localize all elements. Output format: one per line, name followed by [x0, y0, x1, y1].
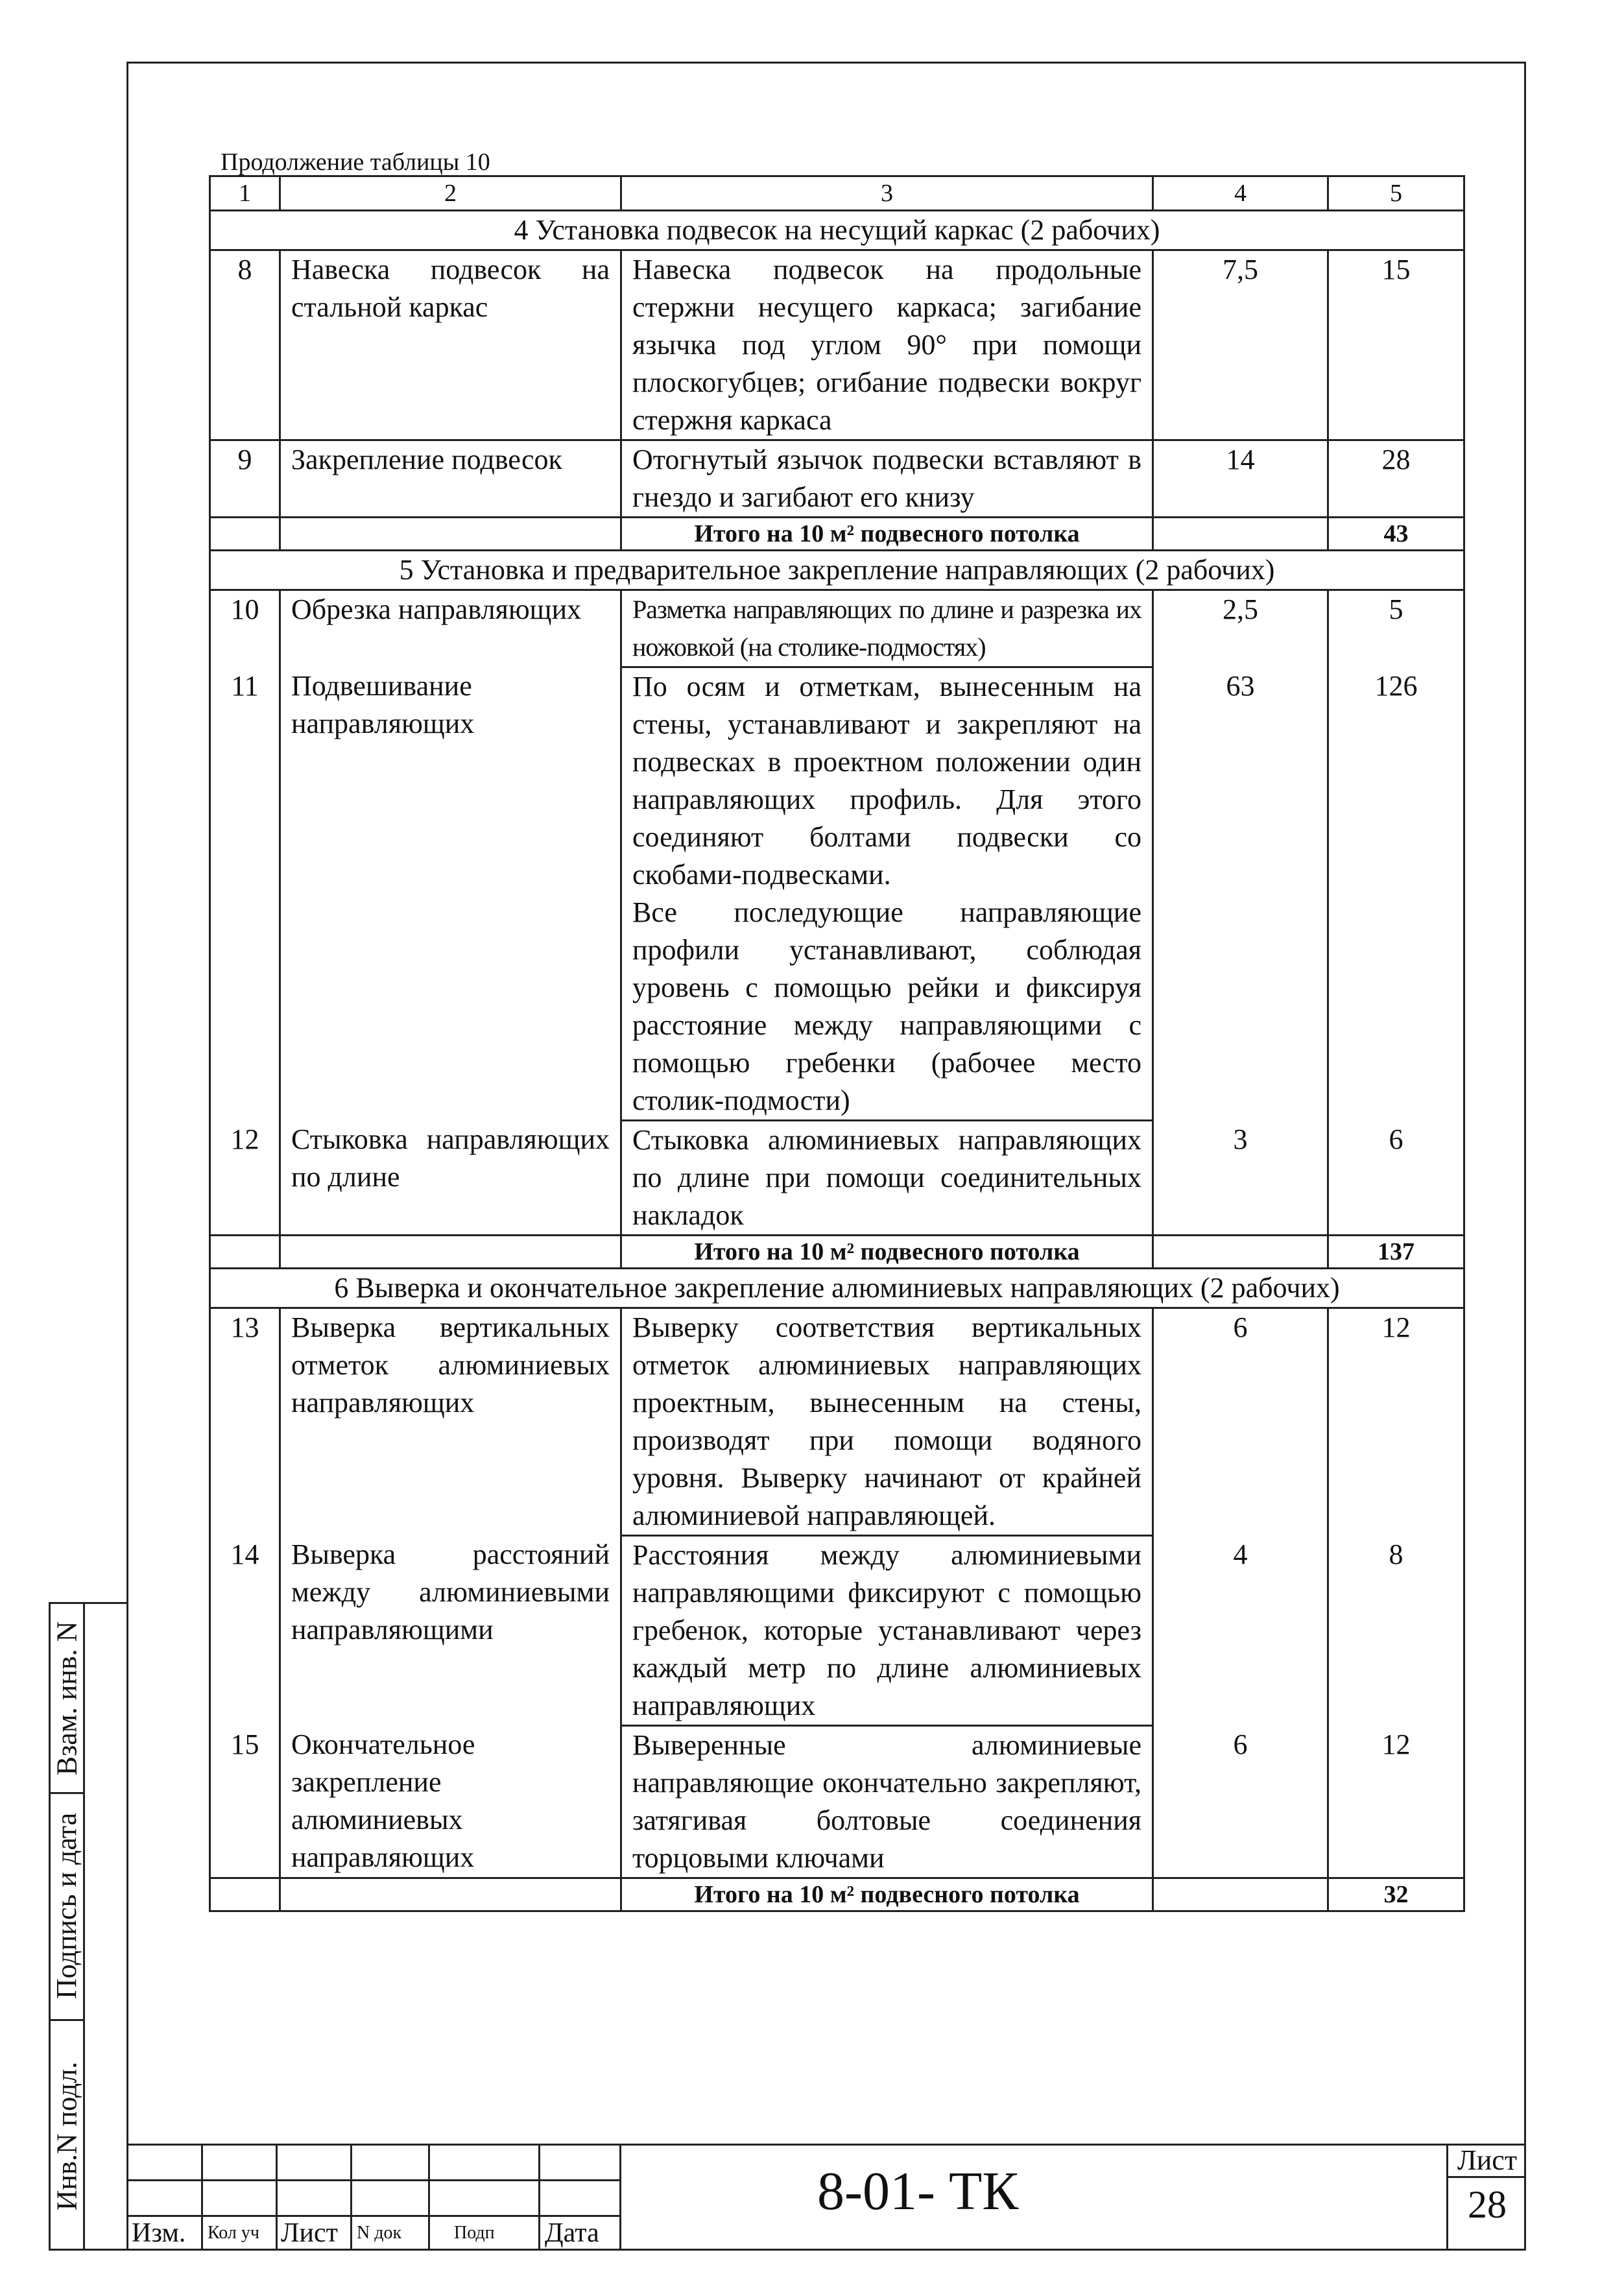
operation: Обрезка направляющих	[280, 590, 621, 667]
section-row	[210, 1269, 1464, 1308]
operation: Подвешивание направляющих	[280, 667, 621, 1121]
description-part: По осям и отметкам, вынесенным на стены, устанавливают и закрепляют на подвесках в проектном положении один направляющих профиль. Для этого соединяют болтами подвески со скобами-подвесками.	[632, 671, 1141, 891]
operation: Навеска подвесок на стальной каркас	[280, 250, 621, 440]
labor-total: 5	[1328, 590, 1464, 667]
row-number: 10	[210, 590, 280, 667]
header-row	[210, 176, 1464, 211]
description: Выверенные алюминиевые направляющие окончательно закрепляют, затягивая болтовые соединения торцовыми ключами	[621, 1726, 1153, 1878]
row-number: 14	[210, 1536, 280, 1726]
description	[621, 667, 1153, 1121]
labor-total: 6	[1328, 1121, 1464, 1236]
sheet-box	[1446, 2144, 1526, 2251]
labor-total: 126	[1328, 667, 1464, 1121]
list-label: Лист	[281, 2218, 338, 2248]
labor-value: 7,5	[1153, 250, 1328, 440]
sheet-label: Лист	[1448, 2144, 1526, 2178]
table-caption: Продолжение таблицы 10	[221, 149, 490, 176]
data-label: Дата	[545, 2218, 599, 2248]
total-row	[210, 1878, 1464, 1911]
section-title: 6 Выверка и окончательное закрепление алюминиевых направляющих (2 рабочих)	[210, 1269, 1464, 1308]
table-row	[210, 1308, 1464, 1536]
work-table	[209, 175, 1465, 1912]
grid-line	[538, 2144, 540, 2251]
total-label: Итого на 10 м² подвесного потолка	[621, 1878, 1153, 1911]
description: Разметка направляющих по длине и разрезка их ножовкой (на столике-подмостях)	[621, 590, 1153, 667]
labor-total: 8	[1328, 1536, 1464, 1726]
table-row	[210, 590, 1464, 667]
header-cell: 2	[280, 176, 621, 211]
labor-value: 2,5	[1153, 590, 1328, 667]
total-label: Итого на 10 м² подвесного потолка	[621, 518, 1153, 551]
grid-line	[428, 2144, 430, 2251]
side-stamp	[49, 1602, 126, 2251]
labor-value: 63	[1153, 667, 1328, 1121]
operation: Закрепление подвесок	[280, 440, 621, 518]
total-value: 43	[1328, 518, 1464, 551]
section-row	[210, 551, 1464, 590]
table-row	[210, 1726, 1464, 1878]
vzam-label-box	[51, 1604, 83, 1792]
kol-label: Кол уч	[208, 2223, 259, 2243]
labor-value: 14	[1153, 440, 1328, 518]
labor-value: 6	[1153, 1308, 1328, 1536]
grid-line	[350, 2144, 352, 2251]
description: Навеска подвесок на продольные стержни несущего каркаса; загибание язычка под углом 90° при помощи плоскогубцев; огибание подвески вокруг стержня каркаса	[621, 250, 1153, 440]
labor-value: 3	[1153, 1121, 1328, 1236]
sign-label-box	[51, 1792, 83, 2019]
total-value: 32	[1328, 1878, 1464, 1911]
table-row	[210, 667, 1464, 1121]
title-block-grid	[126, 2144, 619, 2251]
description-part: Все последующие направляющие профили устанавливают, соблюдая уровень с помощью рейки и фиксируя расстояние между направляющими с помощью гребенки (рабочее место столик-подмости)	[632, 896, 1141, 1116]
labor-total: 12	[1328, 1308, 1464, 1536]
description: Стыковка алюминиевых направляющих по длине при помощи соединительных накладок	[621, 1121, 1153, 1236]
table-row	[210, 1536, 1464, 1726]
row-number: 13	[210, 1308, 280, 1536]
labor-total: 28	[1328, 440, 1464, 518]
total-row	[210, 1236, 1464, 1269]
labor-value: 6	[1153, 1726, 1328, 1878]
row-number: 15	[210, 1726, 280, 1878]
grid-line	[126, 2179, 619, 2181]
description: Отогнутый язычок подвески вставляют в гнездо и загибают его книзу	[621, 440, 1153, 518]
sheet-number: 28	[1468, 2183, 1507, 2226]
table-row	[210, 1121, 1464, 1236]
operation: Выверка вертикальных отметок алюминиевых направляющих	[280, 1308, 621, 1536]
header-cell: 5	[1328, 176, 1464, 211]
document-code: 8-01- ТК	[817, 2161, 1019, 2221]
table-row	[210, 440, 1464, 518]
header-cell: 3	[621, 176, 1153, 211]
inv-label-box	[51, 2019, 83, 2253]
ndok-label: N док	[357, 2223, 402, 2243]
row-number: 8	[210, 250, 280, 440]
inv-label: Инв.N подл.	[51, 2061, 83, 2210]
title-block-divider	[619, 2144, 621, 2251]
labor-total: 15	[1328, 250, 1464, 440]
operation: Выверка расстояний между алюминиевыми направляющими	[280, 1536, 621, 1726]
section-row	[210, 211, 1464, 250]
table-row	[210, 250, 1464, 440]
section-title: 5 Установка и предварительное закрепление направляющих (2 рабочих)	[210, 551, 1464, 590]
row-number: 12	[210, 1121, 280, 1236]
description: Расстояния между алюминиевыми направляющими фиксируют с помощью гребенок, которые устанавливают через каждый метр по длине алюминиевых направляющих	[621, 1536, 1153, 1726]
operation: Стыковка направляющих по длине	[280, 1121, 621, 1236]
total-value: 137	[1328, 1236, 1464, 1269]
operation: Окончательное закрепление алюминиевых направляющих	[280, 1726, 621, 1878]
row-number: 11	[210, 667, 280, 1121]
total-row	[210, 518, 1464, 551]
section-title: 4 Установка подвесок на несущий каркас (2 рабочих)	[210, 211, 1464, 250]
description: Выверку соответствия вертикальных отметок алюминиевых направляющих проектным, вынесенным на стены, производят при помощи водяного уровня. Выверку начинают от крайней алюминиевой направляющей.	[621, 1308, 1153, 1536]
total-label: Итого на 10 м² подвесного потолка	[621, 1236, 1153, 1269]
izm-label: Изм.	[132, 2218, 186, 2248]
header-cell: 1	[210, 176, 280, 211]
grid-line	[201, 2144, 203, 2251]
vzam-label: Взам. инв. N	[51, 1621, 83, 1775]
labor-total: 12	[1328, 1726, 1464, 1878]
podp-label: Подп	[454, 2223, 495, 2243]
sign-label: Подпись и дата	[51, 1812, 83, 1999]
grid-line	[276, 2144, 278, 2251]
row-number: 9	[210, 440, 280, 518]
header-cell: 4	[1153, 176, 1328, 211]
labor-value: 4	[1153, 1536, 1328, 1726]
